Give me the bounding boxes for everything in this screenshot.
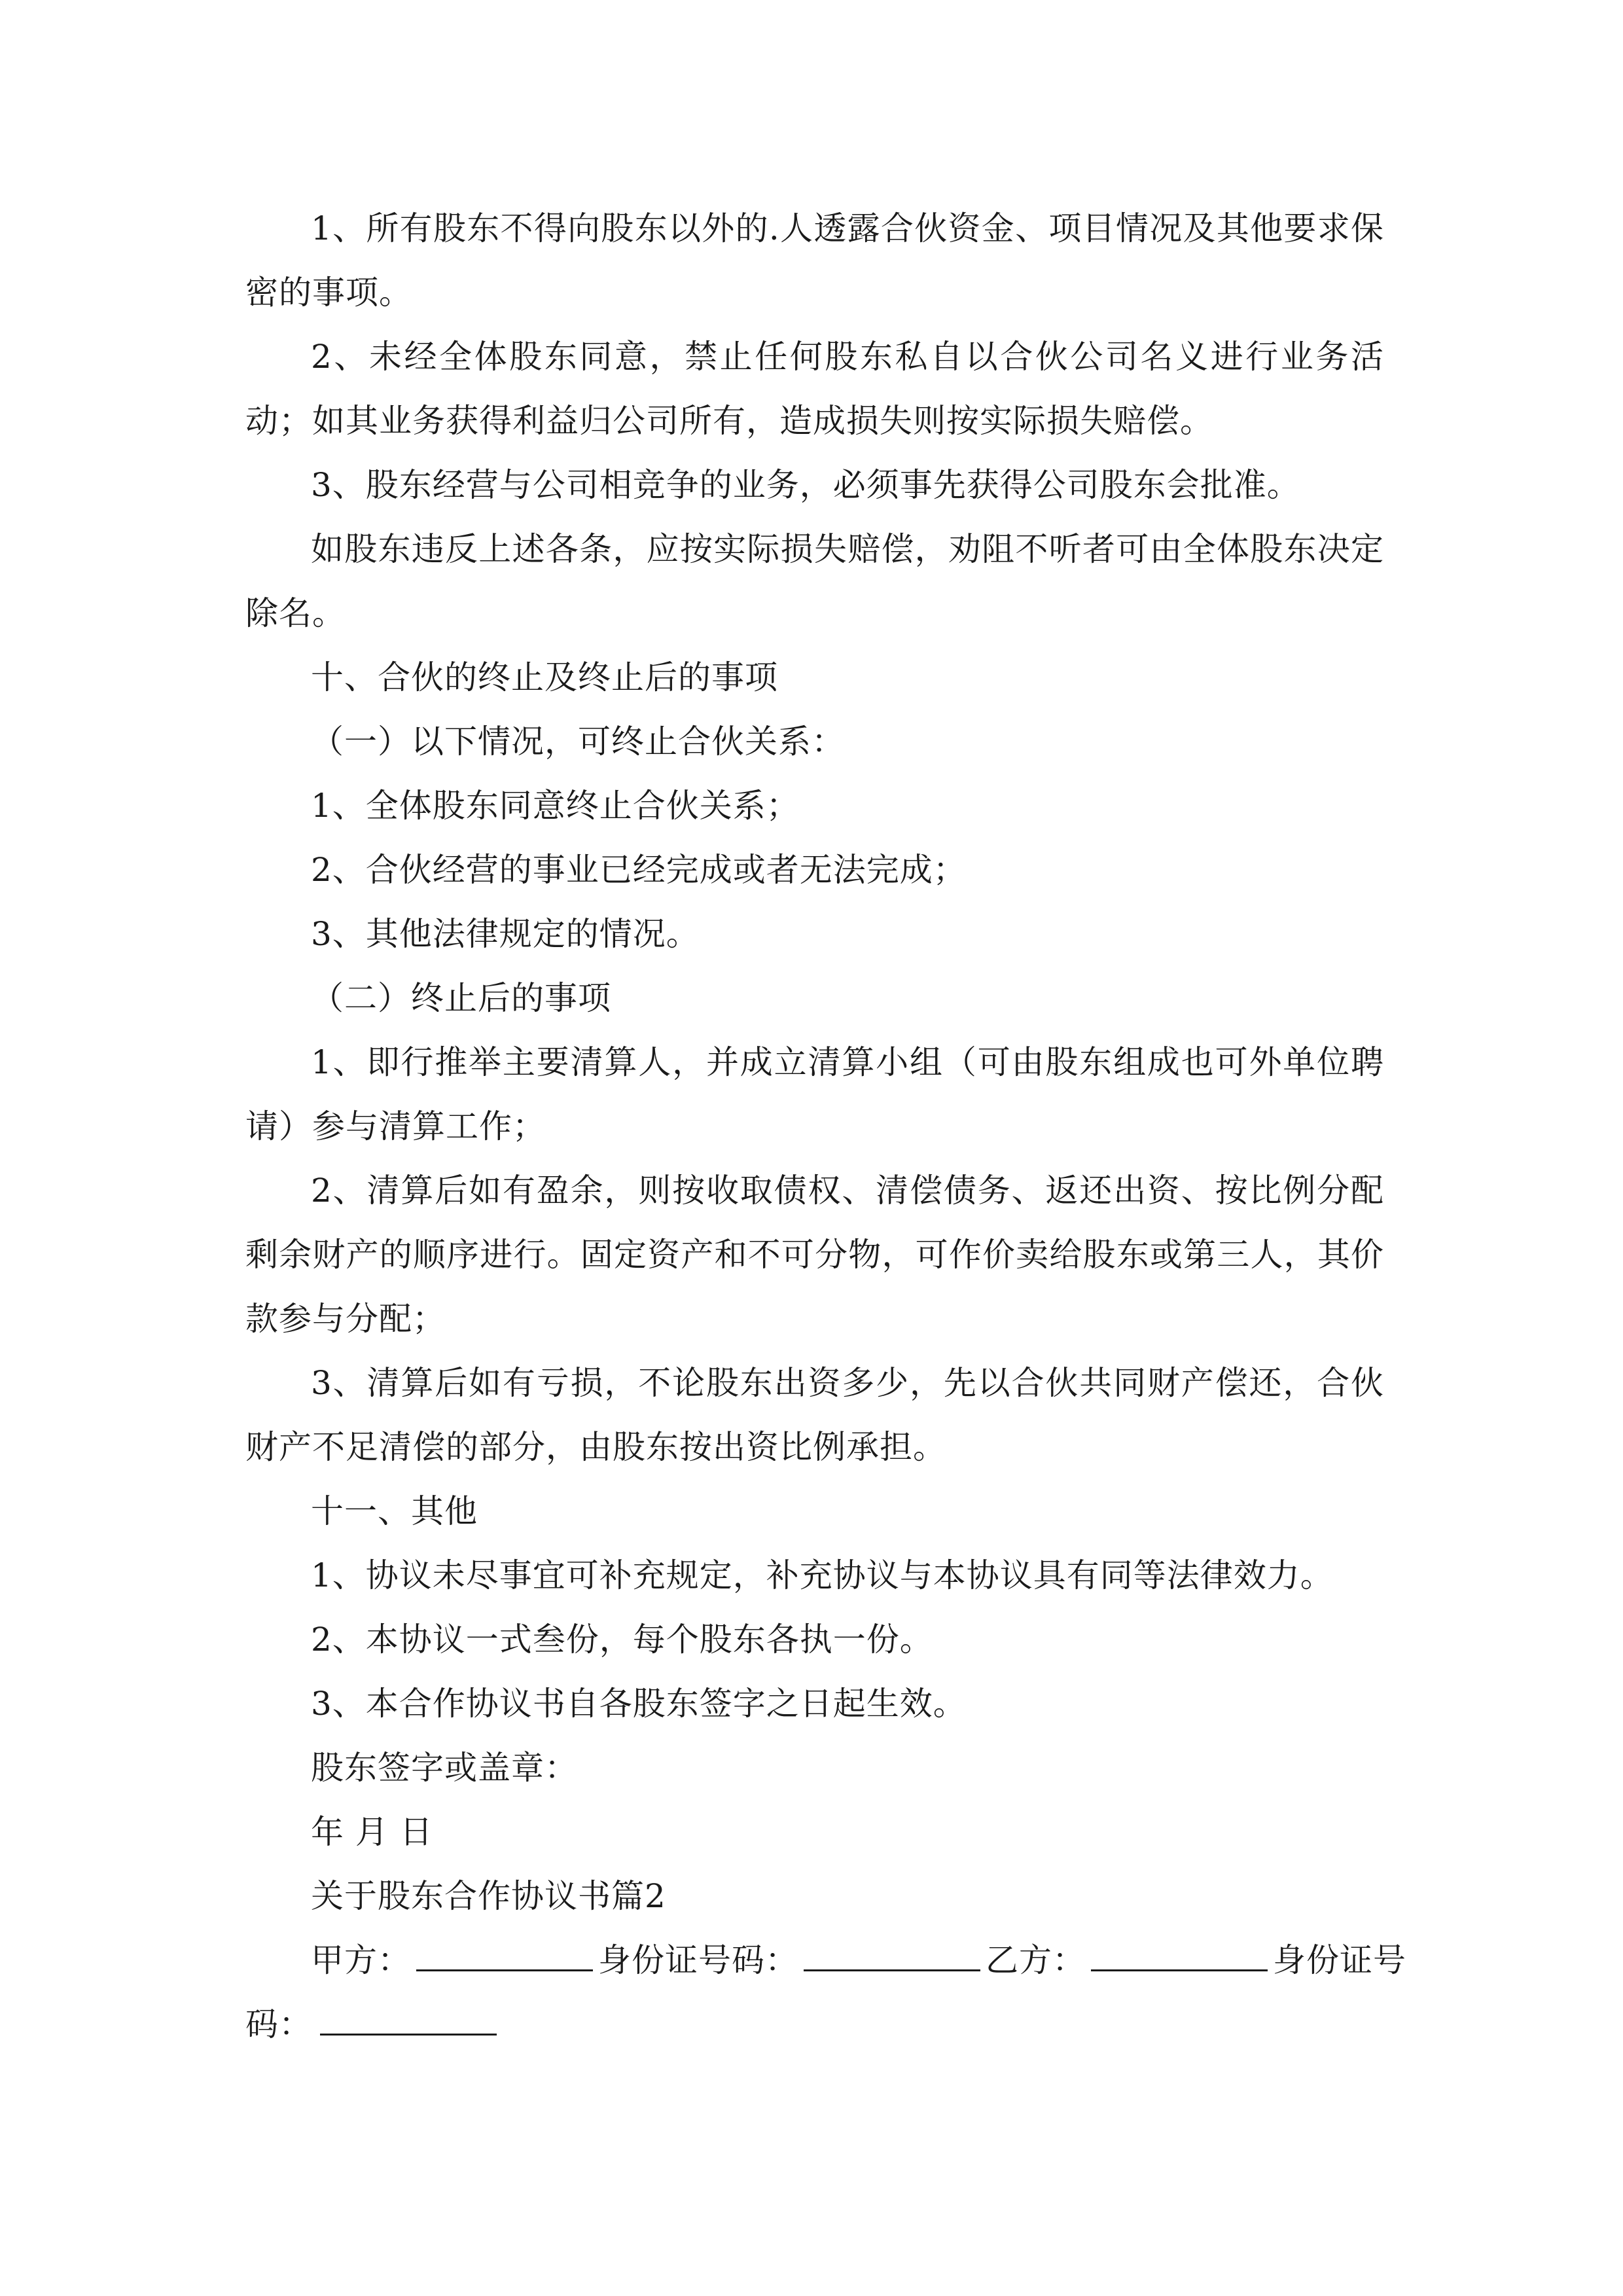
clause-violation-penalty: 如股东违反上述各条，应按实际损失赔偿，劝阻不听者可由全体股东决定除名。 xyxy=(245,530,1384,632)
party-signature-line xyxy=(245,1928,1406,1992)
date-line: 年 月 日 xyxy=(311,1813,433,1851)
liquidation-item-2: 2、清算后如有盈余，则按收取债权、清偿债务、返还出资、按比例分配剩余财产的顺序进行。固定资产和不可分物，可作价卖给股东或第三人，其价款参与分配； xyxy=(245,1172,1384,1338)
other-item-2: 2、本协议一式叁份，每个股东各执一份。 xyxy=(311,1621,933,1659)
id-number-blank-1[interactable] xyxy=(804,1943,980,1971)
liquidation-item-1: 1、即行推举主要清算人，并成立清算小组（可由股东组成也可外单位聘请）参与清算工作； xyxy=(245,1043,1384,1145)
clause-no-competition: 3、股东经营与公司相竞争的业务，必须事先获得公司股东会批准。 xyxy=(311,466,1300,504)
party-signature-line-continued xyxy=(245,1992,1384,2056)
id-number-label-2-part2: 码： xyxy=(245,2005,312,2043)
party-a-blank[interactable] xyxy=(416,1943,593,1971)
clause-confidentiality: 1、所有股东不得向股东以外的.人透露合伙资金、项目情况及其他要求保密的事项。 xyxy=(245,209,1384,312)
other-item-1: 1、协议未尽事宜可补充规定，补充协议与本协议具有同等法律效力。 xyxy=(311,1556,1334,1594)
document-body xyxy=(245,196,1406,2056)
clause-no-private-business: 2、未经全体股东同意，禁止任何股东私自以合伙公司名义进行业务活动；如其业务获得利益归公司所有，造成损失则按实际损失赔偿。 xyxy=(245,338,1384,440)
party-b-label: 乙方： xyxy=(986,1941,1086,1979)
subsection-after-termination: （二）终止后的事项 xyxy=(311,979,611,1017)
section-heading-other: 十一、其他 xyxy=(311,1492,478,1530)
id-number-label-1: 身份证号码： xyxy=(598,1941,798,1979)
termination-condition-3: 3、其他法律规定的情况。 xyxy=(311,915,700,953)
party-b-blank[interactable] xyxy=(1091,1943,1268,1971)
party-a-label: 甲方： xyxy=(311,1941,411,1979)
other-item-3: 3、本合作协议书自各股东签字之日起生效。 xyxy=(311,1685,967,1723)
id-number-label-2-part1: 身份证号 xyxy=(1273,1941,1406,1979)
termination-condition-2: 2、合伙经营的事业已经完成或者无法完成； xyxy=(311,851,967,889)
signature-prompt: 股东签字或盖章： xyxy=(311,1749,578,1787)
second-agreement-title: 关于股东合作协议书篇2 xyxy=(311,1877,666,1915)
id-number-blank-2[interactable] xyxy=(320,2007,497,2036)
section-heading-termination: 十、合伙的终止及终止后的事项 xyxy=(311,658,778,696)
termination-condition-1: 1、全体股东同意终止合伙关系； xyxy=(311,787,800,825)
liquidation-item-3: 3、清算后如有亏损，不论股东出资多少，先以合伙共同财产偿还，合伙财产不足清偿的部分，由股东按出资比例承担。 xyxy=(245,1364,1384,1466)
subsection-termination-conditions: （一）以下情况，可终止合伙关系： xyxy=(311,723,845,761)
